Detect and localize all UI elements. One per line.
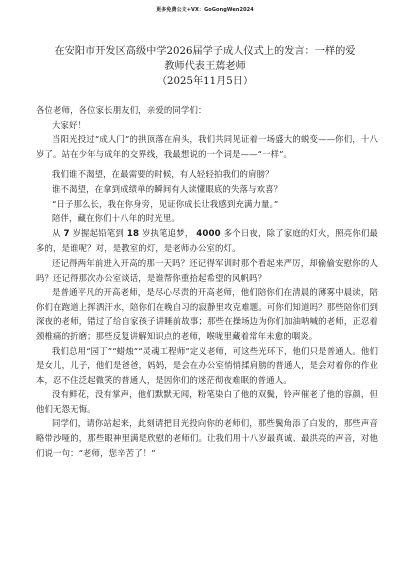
number-4000: 4000	[196, 228, 221, 239]
paragraph-quote: “日子那么长，我在你身旁，见证你成长让我感到充满力量。”	[52, 198, 279, 209]
paragraph-opening: 当阳光投过“成人门”的拱顶落在肩头，我们共同见证着一场盛大的蜕变——你们，十八岁了。站在少年与成年的交界线，我最想说的一个词是——“一样”。	[36, 134, 378, 159]
paragraph-years	[36, 226, 378, 256]
paragraph-companionship: 陪伴，藏在你们十八年的时光里。	[52, 213, 180, 224]
title-block	[36, 44, 374, 89]
header-note: 更多免费公文+VX：GoGongWen2024	[156, 7, 254, 13]
paragraph-ordinary-people: 我们总用“园丁”“蜡烛”“灵魂工程师”定义老师，可这些光环下，他们只是普通人。他们是女儿，儿子，他们是爸爸，妈妈，是会在办公室悄悄揉肩膀的普通人，是会对着你的作业本，忍不住泛起微笑的普通人，是因你们的迷茫彻夜难眠的普通人。	[36, 345, 378, 385]
paragraph-teachers: 是普通平凡的开高老师，是尽心尽责的开高老师，他们陪你们在清晨的薄雾中晨读，陪你们在跑道上挥洒汗水，陪你们在晚自习的寂静里攻克难题。可你们知道吗？那些陪你们到深夜的老师，错过了给自家孩子讲睡前故事；那些在操场边为你们加油呐喊的老师，正忍着颈椎痛的折磨；那些反复讲解知识点的老师，喉咙里藏着常年未愈的咽炎。	[36, 287, 378, 341]
greeting: 大家好！	[52, 119, 87, 130]
text-segment: 岁执笔追梦，	[141, 227, 194, 238]
number-18: 18	[126, 228, 140, 239]
paragraph-no-regrets: 没有鲜花，没有掌声，他们默默无闻，粉笔染白了他的双鬓，铃声催老了他的容颜，但他们无怨无悔。	[36, 389, 378, 414]
speech-body	[36, 103, 378, 460]
paragraph-memories: 还记得两年前进入开高的那一天吗？还记得军训时那个看起来严厉，却偷偷安慰你的人吗？还记得那次办公室谈话，是谁帮你重拾起希望的风帆吗？	[36, 257, 378, 283]
paragraph-question-2: 谁不渴望，在拿到成绩单的瞬间有人读懂眼底的失落与欢喜？	[52, 183, 283, 194]
speech-date: （2025年11月5日）	[156, 76, 254, 87]
speech-title: 在安阳市开发区高级中学2026届学子成人仪式上的发言：一样的爱	[54, 46, 356, 57]
paragraph-question-1: 我们谁不渴望，在最需要的时候，有人轻轻拍我们的肩膀？	[52, 169, 274, 180]
paragraph-call-to-action: 同学们，请你站起来，此刻请把目光投向你的老师们，那些鬓角添了白发的，那些声音略带沙哑的，那些眼神里满是欣慰的老师们。让我们用十八岁最真诚、最洪亮的声音，对他们说一句：“老师，您辛苦了！”	[36, 418, 378, 458]
text-segment: 岁握起铅笔到	[72, 227, 124, 238]
speaker-line: 教师代表王蔫老师	[164, 61, 246, 72]
text-segment: 多个日夜，除了家庭的灯火，照亮你们最多的，是谁呢？对，是教室的灯，是老师办公室的灯。	[36, 227, 379, 254]
salutation: 各位老师，各位家长朋友们，亲爱的同学们：	[36, 105, 207, 115]
number-7: 7	[63, 228, 70, 239]
text-segment: 从	[52, 227, 61, 238]
